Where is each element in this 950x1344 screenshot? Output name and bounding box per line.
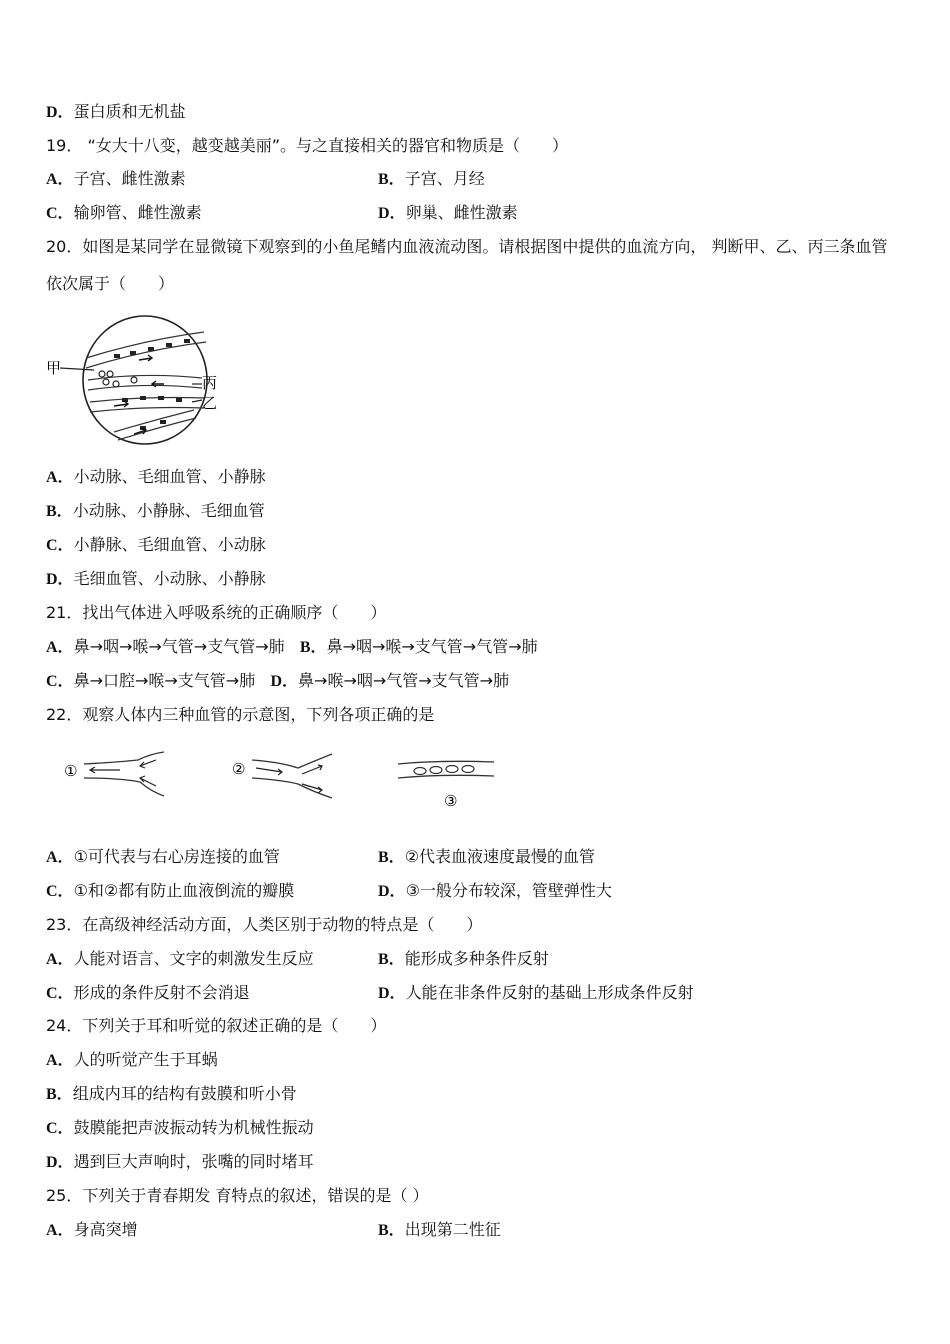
q23-option-b: B．能形成多种条件反射	[378, 949, 549, 968]
q24-option-d: D．遇到巨大声响时，张嘴的同时堵耳	[46, 1152, 314, 1171]
q22-option-c: C．①和②都有防止血液倒流的瓣膜	[46, 881, 295, 900]
q23-stem: 23．在高级神经活动方面，人类区别于动物的特点是（ ）	[46, 915, 483, 934]
label-jia: 甲	[46, 359, 62, 377]
q20-stem-line1: 20．如图是某同学在显微镜下观察到的小鱼尾鳍内血液流动图。请根据图中提供的血流方向， 判断甲、乙、丙三条血管	[46, 237, 888, 256]
q22-option-d: D．③一般分布较深，管壁弹性大	[378, 881, 612, 900]
q21-stem: 21．找出气体进入呼吸系统的正确顺序（ ）	[46, 603, 387, 622]
q24-option-b: B．组成内耳的结构有鼓膜和听小骨	[46, 1084, 297, 1103]
q22-option-b: B．②代表血液速度最慢的血管	[378, 847, 596, 866]
q20-option-d: D．毛细血管、小动脉、小静脉	[46, 569, 266, 588]
vessel-label-2: ②	[232, 760, 246, 778]
fish-tail-blood-flow-figure	[44, 310, 224, 450]
q20-option-b: B．小动脉、小静脉、毛细血管	[46, 501, 265, 520]
q20-option-c: C．小静脉、毛细血管、小动脉	[46, 535, 266, 554]
q21-options-ab: A．鼻→咽→喉→气管→支气管→肺 B．鼻→咽→喉→支气管→气管→肺	[46, 637, 538, 656]
q19-option-a: A．子宫、雌性激素	[46, 169, 186, 188]
q22-stem: 22．观察人体内三种血管的示意图，下列各项正确的是	[46, 705, 435, 724]
label-bing: 丙	[202, 374, 218, 392]
q22-option-a: A．①可代表与右心房连接的血管	[46, 847, 280, 866]
label-yi: 乙	[202, 394, 218, 412]
q23-option-d: D．人能在非条件反射的基础上形成条件反射	[378, 983, 694, 1002]
q25-stem: 25．下列关于青春期发 育特点的叙述，错误的是（ ）	[46, 1186, 429, 1205]
q20-option-a: A．小动脉、毛细血管、小静脉	[46, 467, 266, 486]
q24-stem: 24．下列关于耳和听觉的叙述正确的是（ ）	[46, 1016, 387, 1035]
three-blood-vessels-figure	[60, 748, 510, 818]
q23-option-a: A．人能对语言、文字的刺激发生反应	[46, 949, 314, 968]
vessel-label-1: ①	[64, 762, 78, 780]
q19-option-b: B．子宫、月经	[378, 169, 485, 188]
q19-option-d: D．卵巢、雌性激素	[378, 203, 518, 222]
q25-option-b: B．出现第二性征	[378, 1220, 501, 1239]
q19-stem: 19． “女大十八变，越变越美丽”。与之直接相关的器官和物质是（ ）	[46, 136, 569, 155]
q24-option-a: A．人的听觉产生于耳蜗	[46, 1050, 218, 1069]
q21-options-cd: C．鼻→口腔→喉→支气管→肺 D．鼻→喉→咽→气管→支气管→肺	[46, 671, 510, 690]
q23-option-c: C．形成的条件反射不会消退	[46, 983, 250, 1002]
vessel-label-3: ③	[444, 792, 458, 810]
q18-option-d: D．蛋白质和无机盐	[46, 102, 186, 121]
q20-stem-line2: 依次属于（ ）	[46, 274, 175, 293]
q25-option-a: A．身高突增	[46, 1220, 138, 1239]
q24-option-c: C．鼓膜能把声波振动转为机械性振动	[46, 1118, 314, 1137]
q19-option-c: C．输卵管、雌性激素	[46, 203, 202, 222]
